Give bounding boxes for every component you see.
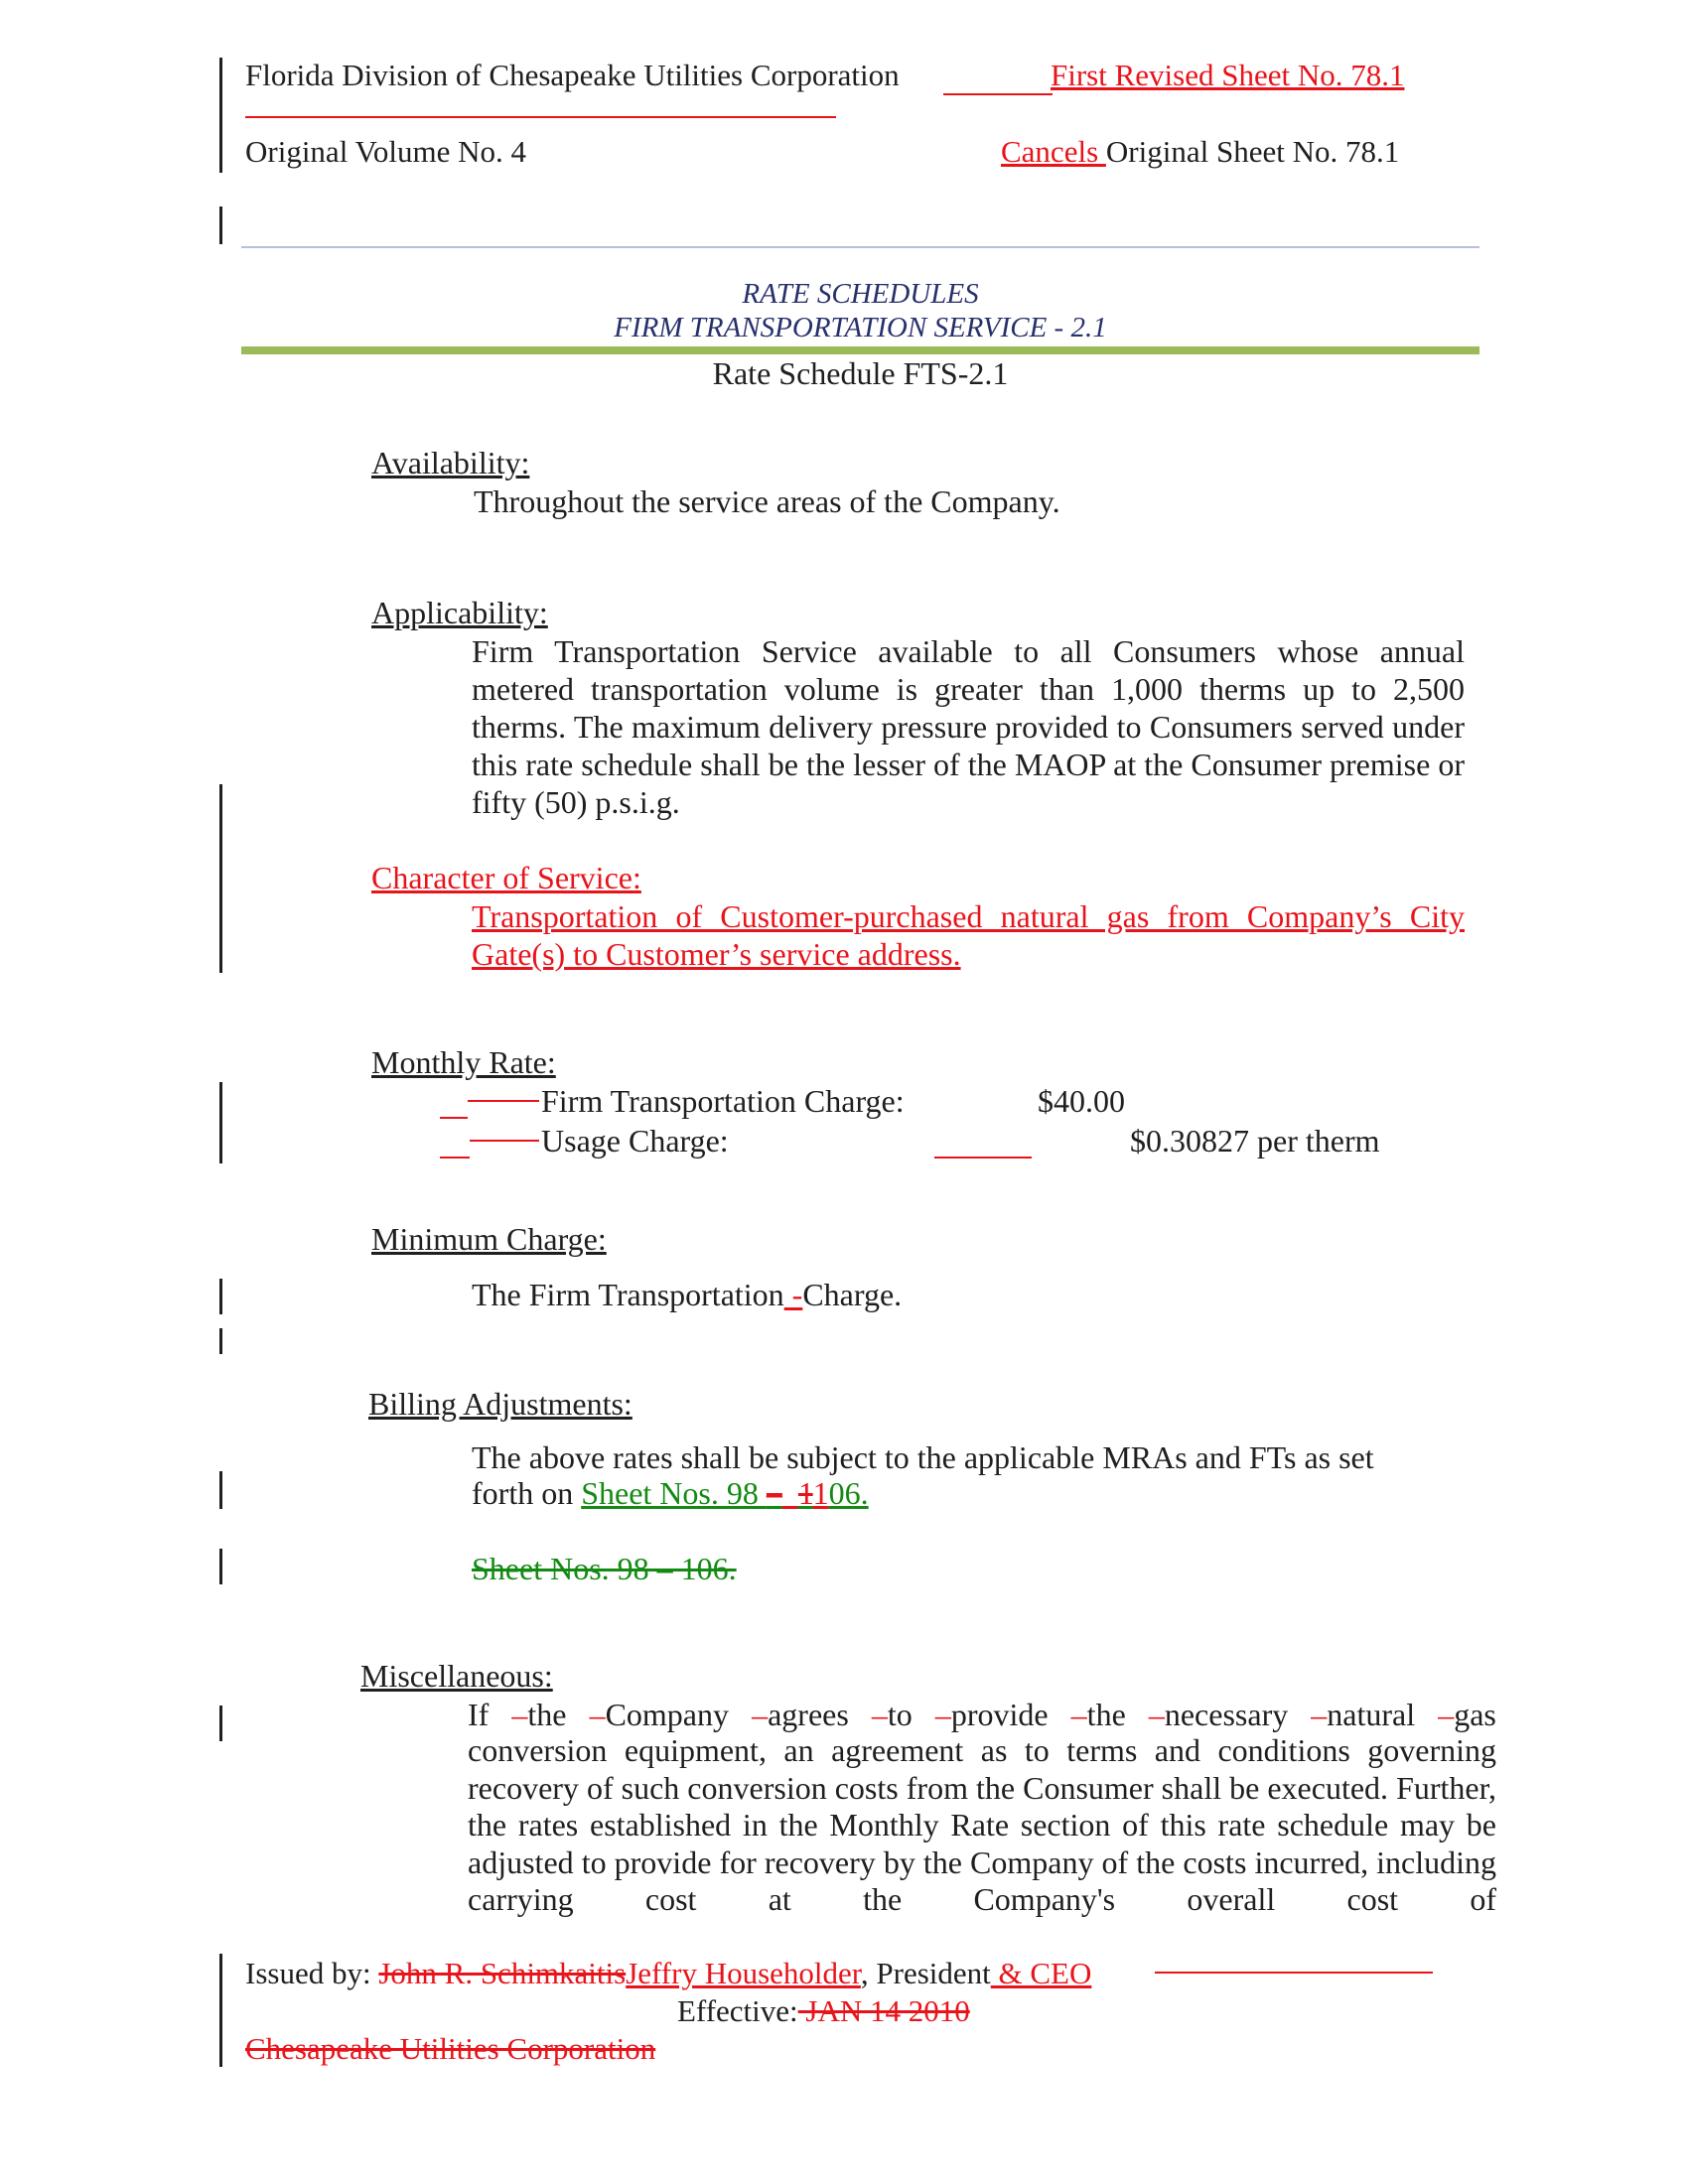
misc-word: –the <box>511 1697 567 1732</box>
change-bar <box>219 1279 222 1314</box>
deleted-tab-rule <box>470 1140 539 1142</box>
minimum-charge-text-b: Charge. <box>802 1277 903 1312</box>
deleted-company-line: Chesapeake Utilities Corporation <box>245 2031 656 2066</box>
billing-heading: Billing Adjustments: <box>368 1386 633 1422</box>
insertion-underline <box>440 1157 470 1159</box>
misc-word: –Company <box>589 1697 729 1732</box>
insertion-underline <box>440 1117 468 1119</box>
change-bar <box>219 1328 222 1354</box>
volume-number: Original Volume No. 4 <box>245 134 527 169</box>
miscellaneous-heading: Miscellaneous: <box>360 1658 553 1694</box>
deleted-tab-rule <box>468 1100 539 1102</box>
change-bar <box>219 1471 222 1509</box>
struck-sheet-nos: Sheet Nos. 98 – 106. <box>472 1551 737 1586</box>
footer-deleted-rule <box>1155 1972 1433 1974</box>
sheet-nos-link-f: 06. <box>828 1475 869 1511</box>
change-bar <box>219 1706 222 1741</box>
applicability-heading: Applicability: <box>371 595 548 630</box>
miscellaneous-first-line <box>468 1697 1496 1733</box>
monthly-rate-heading: Monthly Rate: <box>371 1044 556 1080</box>
billing-text-line-1: The above rates shall be subject to the applicable MRAs and FTs as set <box>472 1439 1374 1475</box>
revised-sheet-number: First Revised Sheet No. 78.1 <box>1051 58 1405 92</box>
availability-heading: Availability: <box>371 445 530 480</box>
misc-word: –provide <box>934 1697 1049 1732</box>
firm-transportation-charge-label: Firm Transportation Charge: <box>541 1083 905 1119</box>
misc-word: –agrees <box>752 1697 849 1732</box>
change-bar <box>219 206 222 244</box>
minimum-charge-heading: Minimum Charge: <box>371 1221 607 1257</box>
issuer-title-insertion: & CEO <box>990 1956 1092 1990</box>
misc-word: –the <box>1070 1697 1126 1732</box>
top-rule <box>241 246 1479 248</box>
banner-line-2: FIRM TRANSPORTATION SERVICE - 2.1 <box>614 312 1107 343</box>
issuer-name: Jeffry Householder <box>626 1956 861 1990</box>
misc-word: If <box>468 1697 490 1732</box>
issued-by-label: Issued by: <box>245 1956 379 1990</box>
insertion-underline <box>943 93 1053 95</box>
deleted-effective-date: JAN 14 2010 <box>797 1993 970 2028</box>
usage-charge-label: Usage Charge: <box>541 1123 729 1159</box>
change-bar <box>219 1082 222 1163</box>
minimum-charge-text-a: The Firm Transportation <box>472 1277 784 1312</box>
change-bar <box>219 784 222 973</box>
cancels-line <box>1001 134 1399 170</box>
billing-text-line-2 <box>472 1475 869 1512</box>
applicability-text: Firm Transportation Service available to all Consumers whose annual metered transportation volume is greater than 1,000 therms up to 2,500 therms. The maximum delivery pressure provided to Consumers served under this rate schedule shall be the lesser of the MAOP at the Consumer premise or fifty (50) p.s.i.g. <box>472 633 1465 820</box>
misc-word: –to <box>871 1697 913 1732</box>
effective-line <box>677 1993 970 2029</box>
banner-line-1: RATE SCHEDULES <box>742 278 979 310</box>
sheet-nos-link-a: Sheet Nos. 98 <box>581 1475 767 1511</box>
usage-charge-value: $0.30827 per therm <box>1130 1123 1380 1159</box>
miscellaneous-text: conversion equipment, an agreement as to terms and conditions governing recovery of such conversion costs from the Consumer shall be executed. Further, the rates established in the Monthly Rate section of this rate schedule may be adjusted to provide for recovery by the Company of the costs incurred, including carrying cost at the Company's overall cost of <box>468 1732 1496 1917</box>
company-name: Florida Division of Chesapeake Utilities Corporation <box>245 58 900 92</box>
insertion-rule <box>245 116 836 118</box>
character-text: Transportation of Customer-purchased natural gas from Company’s City Gate(s) to Customer’s service address. <box>472 898 1465 972</box>
billing-prefix: forth on <box>472 1475 582 1511</box>
firm-transportation-charge-value: $40.00 <box>1038 1083 1125 1119</box>
insertion-underline <box>934 1157 1032 1159</box>
change-bar <box>219 58 222 173</box>
cancels-label: Cancels <box>1001 134 1106 169</box>
character-heading: Character of Service: <box>371 860 641 895</box>
sheet-nos-inserted-digit: 1 <box>812 1475 829 1511</box>
issued-by-line <box>245 1956 1091 1991</box>
misc-word: –necessary <box>1148 1697 1289 1732</box>
change-bar <box>219 1954 222 2067</box>
minimum-charge-text <box>472 1277 902 1313</box>
cancels-sheet: Original Sheet No. 78.1 <box>1105 134 1400 169</box>
minimum-charge-insertion: - <box>783 1277 803 1312</box>
sheet-nos-link[interactable] <box>581 1475 868 1511</box>
sheet-nos-deleted-dash: – <box>766 1475 782 1511</box>
deleted-issuer-name: John R. Schimkaitis <box>378 1956 627 1990</box>
rate-schedule-title: Rate Schedule FTS-2.1 <box>712 355 1009 391</box>
sheet-nos-inserted-space <box>782 1475 798 1511</box>
issuer-title: , President <box>860 1956 991 1990</box>
misc-word: –natural <box>1311 1697 1416 1732</box>
misc-word: –gas <box>1438 1697 1496 1732</box>
availability-text: Throughout the service areas of the Company. <box>474 483 1060 519</box>
change-bar <box>219 1549 222 1584</box>
sheet-nos-deleted-digit: 1 <box>797 1475 813 1511</box>
effective-label: Effective: <box>677 1993 798 2028</box>
banner-rule <box>241 346 1479 354</box>
